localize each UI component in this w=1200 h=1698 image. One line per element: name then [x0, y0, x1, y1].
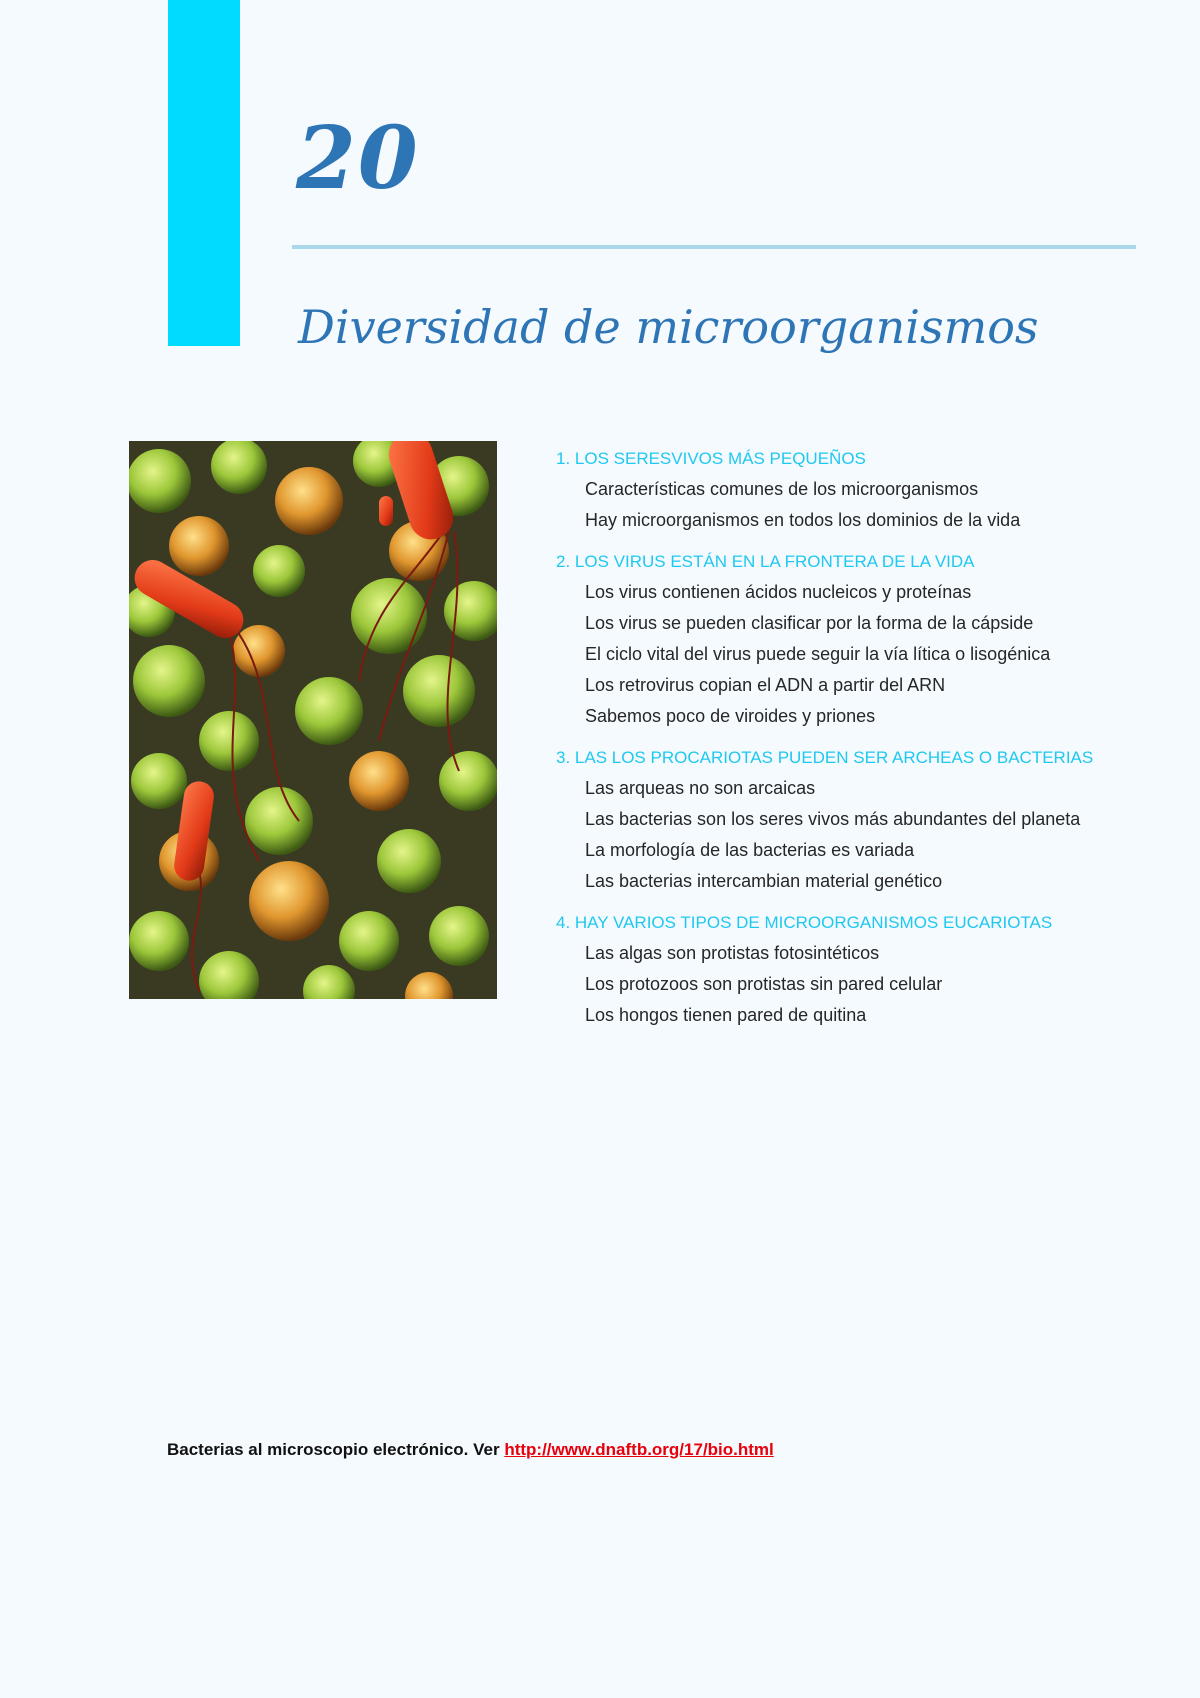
- chapter-contents: [556, 443, 1116, 1041]
- chapter-accent-bar: [168, 0, 240, 346]
- section-item: Las bacterias son los seres vivos más abundantes del planeta: [585, 809, 1081, 829]
- section-item: Sabemos poco de viroides y priones: [585, 706, 876, 726]
- title-divider: [292, 245, 1136, 249]
- toc-section: [556, 742, 1116, 897]
- bacteria-microscope-image: [129, 441, 497, 999]
- chapter-number: 20: [296, 108, 420, 209]
- section-item: Las arqueas no son arcaicas: [585, 778, 816, 798]
- section-item: Los hongos tienen pared de quitina: [585, 1005, 867, 1025]
- section-item: Las algas son protistas fotosintéticos: [585, 943, 880, 963]
- section-item: La morfología de las bacterias es variada: [585, 840, 915, 860]
- section-item: Hay microorganismos en todos los dominios de la vida: [585, 510, 1021, 530]
- section-title: 2. LOS VIRUS ESTÁN EN LA FRONTERA DE LA VIDA: [556, 552, 975, 571]
- toc-section: [556, 546, 1116, 732]
- caption-link[interactable]: http://www.dnaftb.org/17/bio.html: [504, 1440, 774, 1459]
- section-title: 4. HAY VARIOS TIPOS DE MICROORGANISMOS EUCARIOTAS: [556, 913, 1053, 932]
- section-item: Los retrovirus copian el ADN a partir del ARN: [585, 675, 946, 695]
- section-item: El ciclo vital del virus puede seguir la vía lítica o lisogénica: [585, 644, 1051, 664]
- section-title: 1. LOS SERESVIVOS MÁS PEQUEÑOS: [556, 449, 866, 468]
- section-title: 3. LAS LOS PROCARIOTAS PUEDEN SER ARCHEAS O BACTERIAS: [556, 748, 1094, 767]
- section-item: Las bacterias intercambian material genético: [585, 871, 943, 891]
- toc-section: [556, 907, 1116, 1031]
- caption-text: Bacterias al microscopio electrónico. Ver: [167, 1440, 505, 1459]
- section-item: Los virus se pueden clasificar por la forma de la cápside: [585, 613, 1034, 633]
- section-item: Los virus contienen ácidos nucleicos y proteínas: [585, 582, 972, 602]
- section-item: Características comunes de los microorganismos: [585, 479, 979, 499]
- section-item: Los protozoos son protistas sin pared celular: [585, 974, 943, 994]
- chapter-title: Diversidad de microorganismos: [298, 300, 1039, 354]
- toc-section: [556, 443, 1116, 536]
- image-caption: [167, 1440, 774, 1460]
